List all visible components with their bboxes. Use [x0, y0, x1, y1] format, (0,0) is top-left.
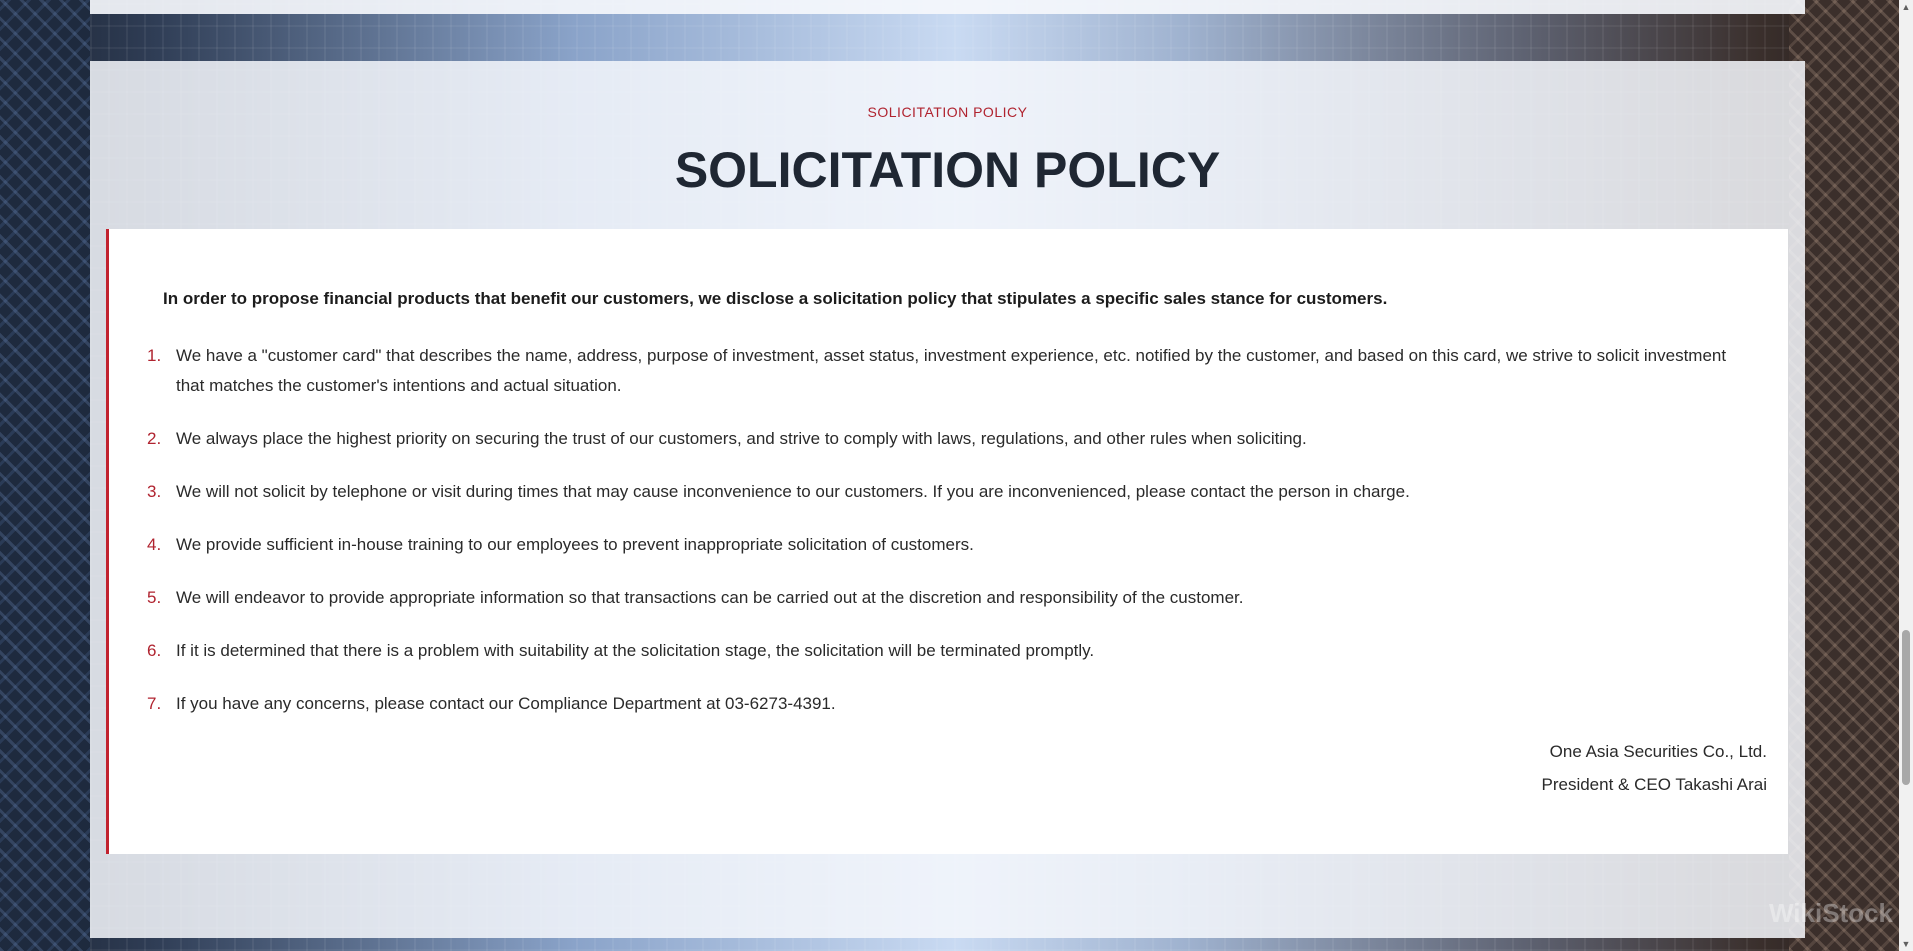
signature-company: One Asia Securities Co., Ltd. — [1549, 742, 1767, 761]
policy-item-number: 2. — [147, 429, 162, 448]
policy-item-text: We will endeavor to provide appropriate information so that transactions can be carried out at the discretion and responsibility of the customer. — [176, 588, 1244, 607]
policy-list — [147, 341, 1727, 742]
policy-item-number: 4. — [147, 535, 162, 554]
section-eyebrow: SOLICITATION POLICY — [867, 104, 1028, 120]
policy-item-1 — [147, 341, 1727, 401]
scroll-up-arrow-icon[interactable]: ▲ — [1901, 2, 1911, 12]
policy-item-text: We always place the highest priority on securing the trust of our customers, and strive to comply with laws, regulations, and other rules when soliciting. — [176, 429, 1307, 448]
policy-item-number: 7. — [147, 694, 162, 713]
scrollbar-thumb[interactable] — [1902, 630, 1910, 785]
page-title: SOLICITATION POLICY — [674, 142, 1221, 198]
policy-item-number: 5. — [147, 588, 162, 607]
policy-item-number: 1. — [147, 346, 162, 365]
policy-item-text: We will not solicit by telephone or visit during times that may cause inconvenience to our customers. If you are inconvenienced, please contact the person in charge. — [176, 482, 1410, 501]
policy-item-5 — [147, 583, 1727, 613]
signature-officer: President & CEO Takashi Arai — [1541, 775, 1767, 794]
wikistock-watermark: WikiStock — [1768, 898, 1893, 928]
previous-section-edge — [90, 0, 1805, 14]
policy-item-text: We have a "customer card" that describes the name, address, purpose of investment, asset status, investment experience, etc. notified by the customer, and based on this card, we strive to solicit investment that matches the customer's intentions and actual situation. — [176, 346, 1727, 395]
policy-item-3 — [147, 477, 1727, 507]
policy-card — [106, 229, 1788, 854]
policy-item-6 — [147, 636, 1727, 666]
scroll-down-arrow-icon[interactable]: ▼ — [1901, 939, 1911, 949]
policy-item-text: If it is determined that there is a problem with suitability at the solicitation stage, the solicitation will be terminated promptly. — [176, 641, 1095, 660]
policy-item-number: 3. — [147, 482, 162, 501]
page-scrollbar[interactable] — [1899, 0, 1913, 951]
background-building-right — [1789, 0, 1899, 951]
policy-item-text: If you have any concerns, please contact our Compliance Department at 03-6273-4391. — [176, 694, 836, 713]
policy-item-4 — [147, 530, 1727, 560]
policy-item-2 — [147, 424, 1727, 454]
policy-intro: In order to propose financial products that benefit our customers, we disclose a solicitation policy that stipulates a specific sales stance for customers. — [163, 289, 1388, 308]
policy-item-number: 6. — [147, 641, 162, 660]
background-building-left — [0, 0, 90, 951]
policy-item-text: We provide sufficient in-house training to our employees to prevent inappropriate solicitation of customers. — [176, 535, 974, 554]
solicitation-policy-section — [90, 61, 1805, 938]
policy-item-7 — [147, 689, 1727, 719]
policy-signature — [1541, 735, 1767, 801]
